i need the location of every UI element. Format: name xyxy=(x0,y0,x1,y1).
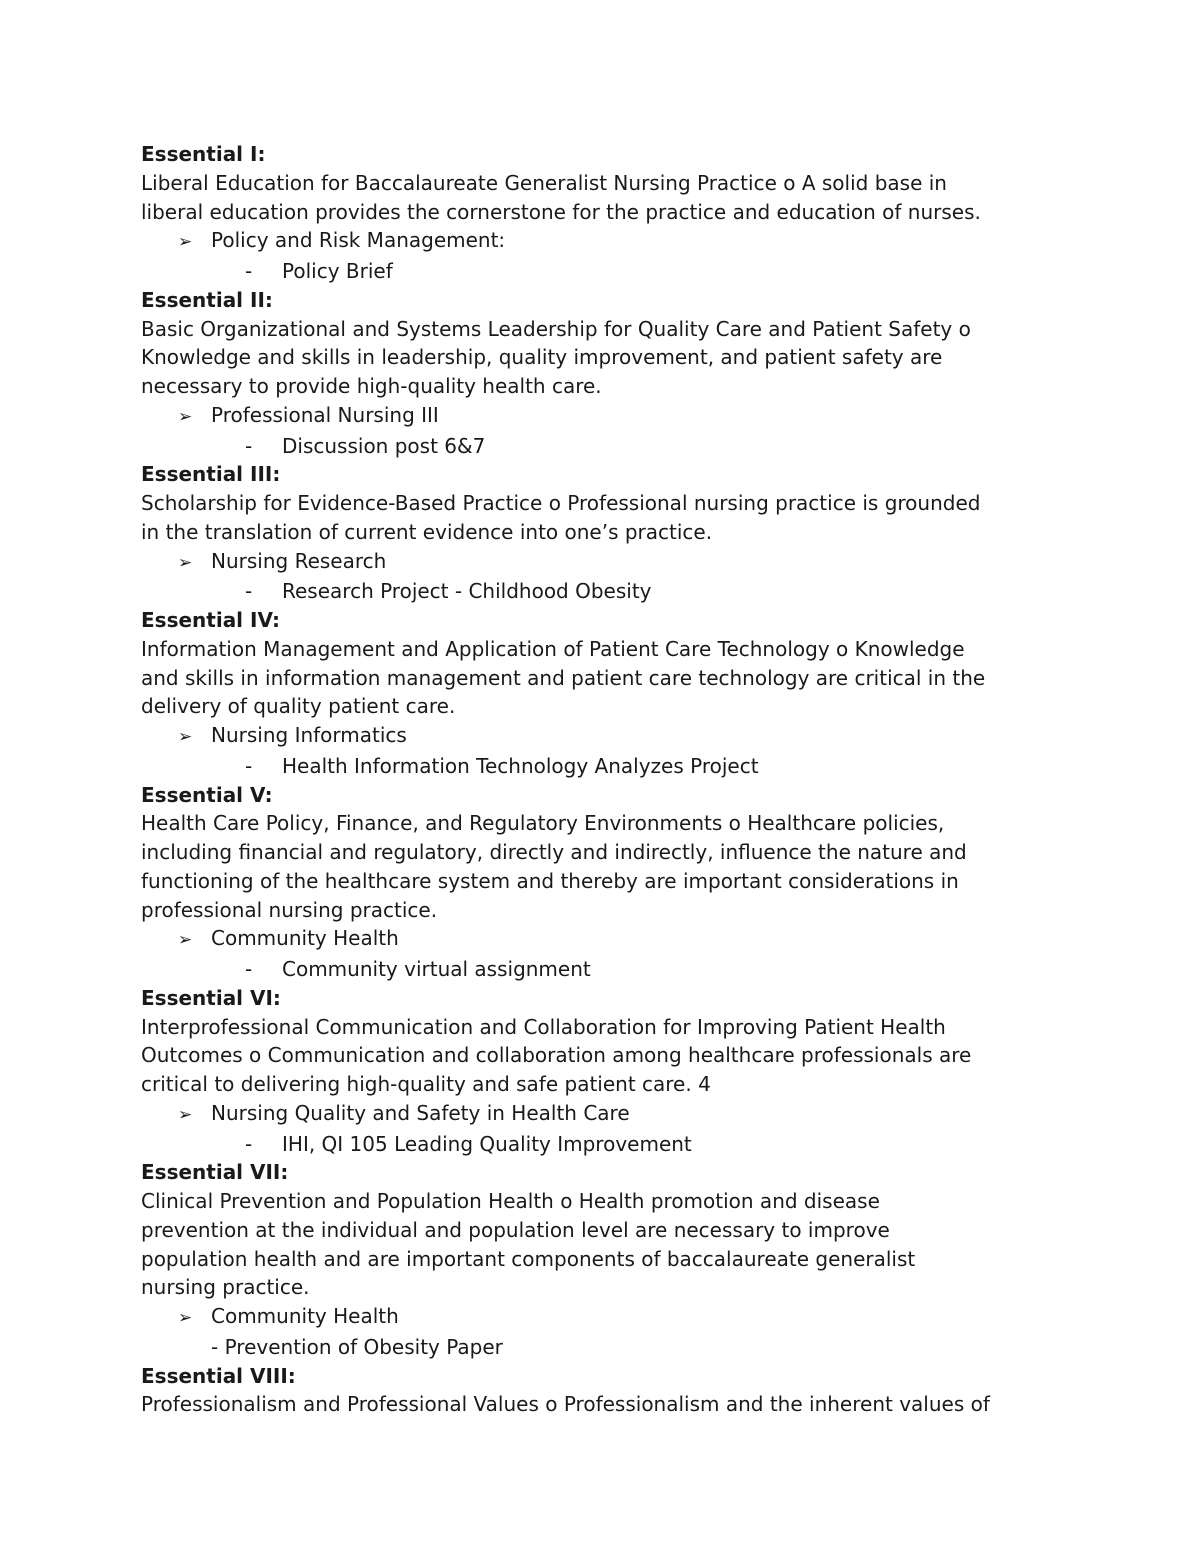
assignment-item xyxy=(141,432,1081,461)
section-essential-5 xyxy=(141,781,1081,984)
section-text: Liberal Education for Baccalaureate Generalist Nursing Practice o A solid base in xyxy=(141,170,947,195)
section-text: Health Care Policy, Finance, and Regulatory Environments o Healthcare policies, xyxy=(141,811,945,836)
arrow-bullet-icon: ➢ xyxy=(178,930,193,951)
dash-marker: - xyxy=(245,957,253,981)
course-bullet xyxy=(141,721,1081,752)
course-name: Community Health xyxy=(211,926,399,951)
assignment-name: Health Information Technology Analyzes Project xyxy=(282,753,759,778)
assignment-name: IHI, QI 105 Leading Quality Improvement xyxy=(282,1131,692,1156)
section-heading: Essential I: xyxy=(141,142,266,166)
arrow-bullet-icon: ➢ xyxy=(178,727,193,747)
assignment-item xyxy=(141,577,1081,606)
assignment-name: Research Project - Childhood Obesity xyxy=(282,579,652,604)
course-bullet xyxy=(141,924,1081,955)
course-bullet xyxy=(141,226,1081,257)
arrow-bullet-icon: ➢ xyxy=(178,406,193,427)
section-essential-6 xyxy=(141,984,1081,1159)
section-text: professional nursing practice. xyxy=(141,897,438,922)
course-bullet xyxy=(141,401,1081,432)
assignment-name: Policy Brief xyxy=(282,259,393,283)
section-text: critical to delivering high-quality and safe patient care. 4 xyxy=(141,1072,711,1096)
arrow-bullet-icon: ➢ xyxy=(178,1308,193,1328)
course-bullet xyxy=(141,1099,1081,1130)
course-name: Nursing Quality and Safety in Health Care xyxy=(211,1100,630,1125)
assignment-item xyxy=(141,955,1081,984)
section-text: prevention at the individual and population level are necessary to improve xyxy=(141,1217,890,1242)
arrow-bullet-icon: ➢ xyxy=(178,552,193,573)
section-text: Basic Organizational and Systems Leadership for Quality Care and Patient Safety o xyxy=(141,316,971,341)
section-text: and skills in information management and patient care technology are critical in the xyxy=(141,665,986,690)
section-text: functioning of the healthcare system and thereby are important considerations in xyxy=(141,868,959,893)
section-text: including financial and regulatory, directly and indirectly, influence the nature and xyxy=(141,840,967,864)
assignment-name: Discussion post 6&7 xyxy=(282,433,486,458)
section-text: nursing practice. xyxy=(141,1275,310,1300)
assignment-item: - Prevention of Obesity Paper xyxy=(211,1334,503,1359)
section-text: Information Management and Application of Patient Care Technology o Knowledge xyxy=(141,636,965,661)
section-text: Clinical Prevention and Population Health o Health promotion and disease xyxy=(141,1189,880,1213)
section-heading: Essential III: xyxy=(141,462,281,487)
assignment-name: Community virtual assignment xyxy=(282,957,591,981)
course-bullet xyxy=(141,547,1081,578)
section-essential-4 xyxy=(141,606,1081,781)
section-text: necessary to provide high-quality health care. xyxy=(141,374,602,398)
section-text: Interprofessional Communication and Collaboration for Improving Patient Health xyxy=(141,1014,946,1039)
section-text: Knowledge and skills in leadership, quality improvement, and patient safety are xyxy=(141,345,943,370)
section-heading: Essential II: xyxy=(141,287,273,312)
document-page xyxy=(141,140,1081,1419)
course-name: Policy and Risk Management: xyxy=(211,228,506,253)
arrow-bullet-icon: ➢ xyxy=(178,232,193,253)
section-text: liberal education provides the cornerstone for the practice and education of nurses. xyxy=(141,199,981,224)
section-heading: Essential IV: xyxy=(141,608,281,632)
dash-marker: - xyxy=(245,579,253,604)
section-text: population health and are important components of baccalaureate generalist xyxy=(141,1246,916,1271)
course-name: Professional Nursing III xyxy=(211,402,439,427)
section-essential-1 xyxy=(141,140,1081,286)
section-essential-2 xyxy=(141,286,1081,461)
dash-marker: - xyxy=(245,1131,253,1156)
section-text: Professionalism and Professional Values o Professionalism and the inherent values of xyxy=(141,1392,990,1417)
section-text: Scholarship for Evidence-Based Practice o Professional nursing practice is grounded xyxy=(141,491,981,515)
assignment-item xyxy=(141,752,1081,781)
section-essential-8 xyxy=(141,1362,1081,1420)
assignment-item xyxy=(141,257,1081,286)
section-heading: Essential VI: xyxy=(141,985,281,1010)
section-essential-3 xyxy=(141,460,1081,606)
course-name: Community Health xyxy=(211,1304,399,1328)
section-heading: Essential VIII: xyxy=(141,1363,296,1388)
dash-marker: - xyxy=(245,433,253,458)
arrow-bullet-icon: ➢ xyxy=(178,1104,193,1125)
course-name: Nursing Research xyxy=(211,548,387,573)
dash-marker: - xyxy=(245,259,253,283)
course-name: Nursing Informatics xyxy=(211,723,407,747)
section-text: Outcomes o Communication and collaboration among healthcare professionals are xyxy=(141,1043,972,1068)
section-essential-7 xyxy=(141,1158,1081,1361)
course-bullet xyxy=(141,1302,1081,1333)
section-text: in the translation of current evidence into one’s practice. xyxy=(141,519,713,544)
section-heading: Essential V: xyxy=(141,782,273,807)
section-text: delivery of quality patient care. xyxy=(141,694,456,719)
assignment-item xyxy=(141,1130,1081,1159)
section-heading: Essential VII: xyxy=(141,1160,289,1185)
dash-marker: - xyxy=(245,753,253,778)
